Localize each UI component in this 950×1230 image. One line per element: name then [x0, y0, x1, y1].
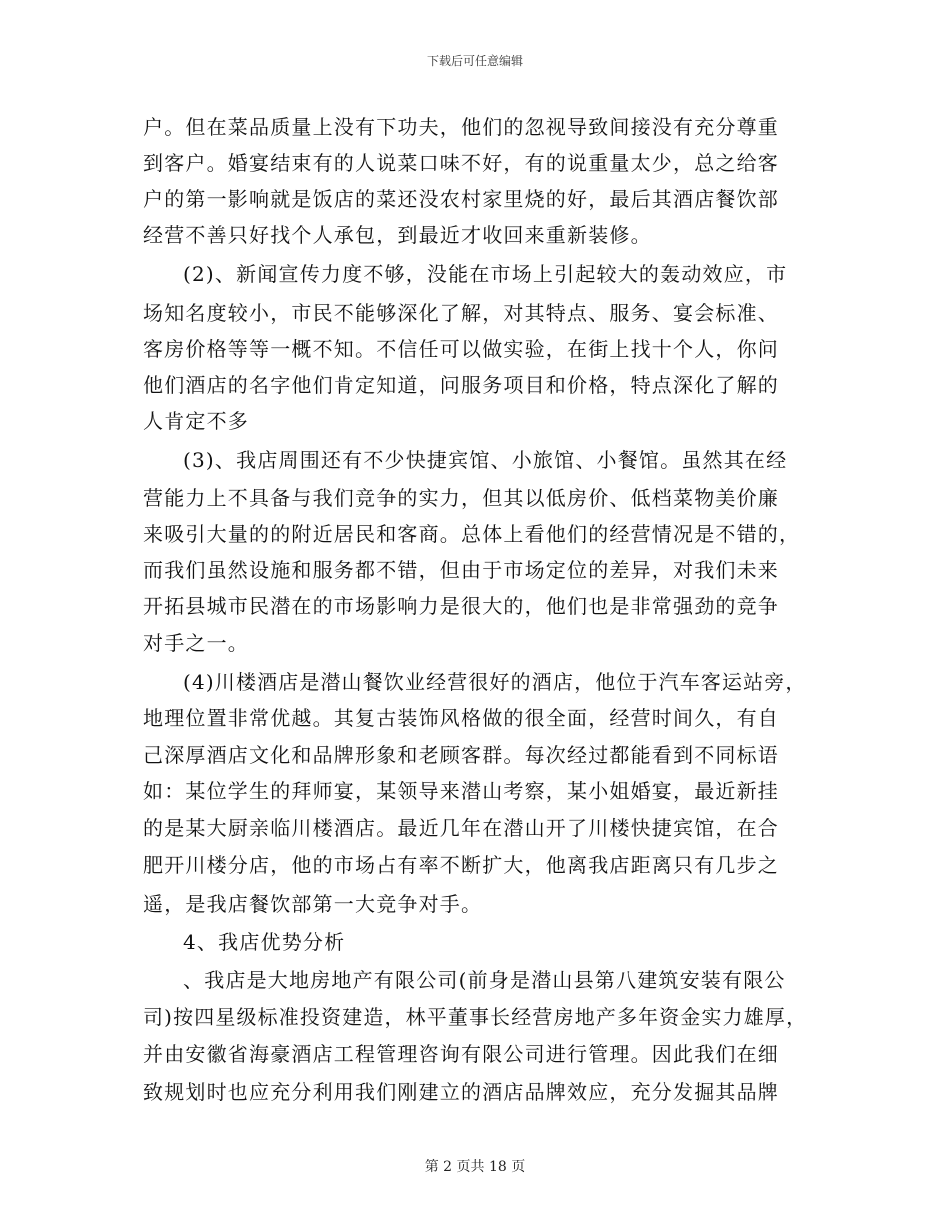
- text-line: 开拓县城市民潜在的市场影响力是很大的，他们也是非常强劲的竞争: [143, 594, 779, 618]
- page-number-footer: 第 2 页共 18 页: [424, 1159, 526, 1175]
- text-line: 己深厚酒店文化和品牌形象和老顾客群。每次经过都能看到不同标语: [143, 743, 779, 767]
- page-header: 下载后可任意编辑: [426, 54, 523, 68]
- text-line: 肥开川楼分店，他的市场占有率不断扩大，他离我店距离只有几步之: [143, 853, 779, 877]
- text-line: 人肯定不多: [143, 409, 249, 433]
- text-line: 地理位置非常优越。其复古装饰风格做的很全面，经营时间久，有自: [143, 706, 779, 730]
- text-line: 他们酒店的名字他们肯定知道，问服务项目和价格，特点深化了解的: [143, 373, 779, 397]
- paragraph-3-first-line: (3)、我店周围还有不少快捷宾馆、小旅馆、小餐馆。虽然其在经: [183, 448, 788, 472]
- paragraph-4-first-line: (4)川楼酒店是潜山餐饮业经营很好的酒店，他位于汽车客运站旁，: [183, 670, 807, 694]
- text-line: 户。但在菜品质量上没有下功夫，他们的忽视导致间接没有充分尊重: [143, 115, 779, 139]
- text-line: 户的第一影响就是饭店的菜还没农村家里烧的好，最后其酒店餐饮部: [143, 187, 779, 211]
- text-line: 客房价格等等一概不知。不信任可以做实验，在街上找十个人，你问: [143, 337, 779, 361]
- text-line: 而我们虽然设施和服务都不错，但由于市场定位的差异，对我们未来: [143, 558, 779, 582]
- text-line: 的是某大厨亲临川楼酒店。最近几年在潜山开了川楼快捷宾馆，在合: [143, 816, 779, 840]
- text-line: 对手之一。: [143, 631, 249, 655]
- text-line: 致规划时也应充分利用我们刚建立的酒店品牌效应，充分发掘其品牌: [143, 1080, 779, 1104]
- text-line: 遥，是我店餐饮部第一大竞争对手。: [143, 892, 483, 916]
- text-line: 司)按四星级标准投资建造，林平董事长经营房地产多年资金实力雄厚，: [143, 1005, 808, 1029]
- paragraph-2-first-line: (2)、新闻宣传力度不够，没能在市场上引起较大的轰动效应，市: [183, 262, 788, 286]
- text-line: 并由安徽省海豪酒店工程管理咨询有限公司进行管理。因此我们在细: [143, 1042, 779, 1066]
- text-line: 营能力上不具备与我们竞争的实力，但其以低房价、低档菜物美价廉: [143, 486, 779, 510]
- text-line: 来吸引大量的的附近居民和客商。总体上看他们的经营情况是不错的，: [143, 522, 801, 546]
- text-line: 经营不善只好找个人承包，到最近才收回来重新装修。: [143, 223, 652, 247]
- text-line: 如：某位学生的拜师宴，某领导来潜山考察，某小姐婚宴，最近新挂: [143, 779, 779, 803]
- paragraph-5-first-line: 、我店是大地房地产有限公司(前身是潜山县第八建筑安装有限公: [183, 968, 786, 992]
- text-line: 场知名度较小，市民不能够深化了解，对其特点、服务、宴会标准、: [143, 301, 779, 325]
- section-heading: 4、我店优势分析: [183, 930, 346, 954]
- text-line: 到客户。婚宴结束有的人说菜口味不好，有的说重量太少，总之给客: [143, 151, 779, 175]
